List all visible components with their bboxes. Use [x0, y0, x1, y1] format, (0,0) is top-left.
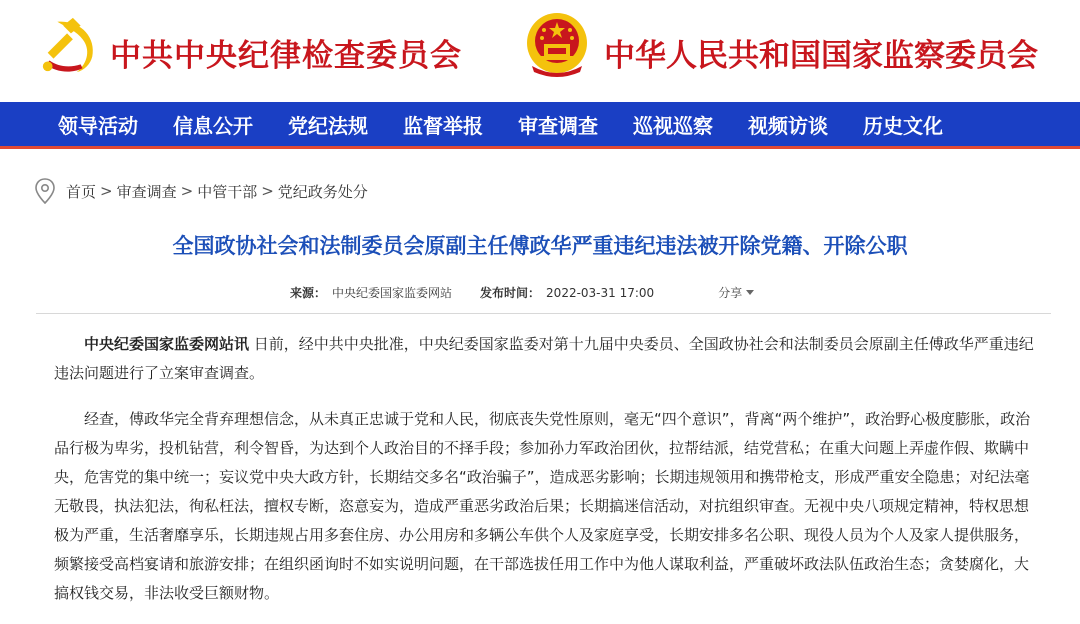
breadcrumb-home[interactable]: 首页 [66, 182, 97, 201]
article-title: 全国政协社会和法制委员会原副主任傅政华严重违纪违法被开除党籍、开除公职 [172, 233, 908, 258]
nav-item-review-investigation[interactable]: 审查调查 [518, 113, 598, 138]
breadcrumb-central-cadres[interactable]: 中管干部 [197, 182, 258, 201]
breadcrumb-separator: > [100, 182, 113, 200]
breadcrumb-separator: > [261, 182, 274, 200]
breadcrumb [34, 178, 368, 204]
article-paragraph: 经查，傅政华完全背弃理想信念，从未真正忠诚于党和人民，彻底丧失党性原则，毫无“四个意识”，背离“两个维护”，政治野心极度膨胀，政治品行极为卑劣，投机钻营，利令智昏，为达到个人政治目的不择手段；参加孙力军政治团伙，拉帮结派，结党营私；在重大问题上弄虚作假、欺瞒中央，危害党的集中统一；妄议党中央大政方针，长期结交多名“政治骗子”，造成恶劣影响；长期违规领用和携带枪支，形成严重安全隐患；对纪法毫无敬畏，执法犯法，徇私枉法，擅权专断，恣意妄为，造成严重恶劣政治后果；长期搞迷信活动，对抗组织审查。无视中央八项规定精神，特权思想极为严重，生活奢靡享乐，长期违规占用多套住房、办公用房和多辆公车供个人及家庭享受，长期安排多名公职、现役人员为个人及家人提供服务，频繁接受高档宴请和旅游安排；在组织函询时不如实说明问题，在干部选拔任用工作中为他人谋取利益，严重破坏政法队伍政治生态；贪婪腐化，大搞权钱交易，非法收受巨额财物。 [54, 410, 1031, 602]
nav-item-video-interviews[interactable]: 视频访谈 [748, 113, 828, 138]
breadcrumb-discipline-sanctions[interactable]: 党纪政务处分 [277, 182, 368, 201]
nav-item-inspection[interactable]: 巡视巡察 [633, 113, 713, 138]
article-meta [290, 284, 754, 301]
nav-item-supervision-report[interactable]: 监督举报 [403, 113, 483, 138]
cpc-commission-title[interactable]: 中共中央纪律检查委员会 [110, 38, 462, 74]
article-paragraph [54, 330, 1034, 388]
party-emblem-icon[interactable] [38, 14, 100, 76]
publish-time-label: 发布时间： [480, 286, 541, 300]
national-emblem-icon[interactable] [522, 10, 592, 80]
breadcrumb-separator: > [180, 182, 194, 200]
dateline: 中央纪委国家监委网站讯 [84, 335, 250, 353]
share-label: 分享 [718, 286, 743, 300]
meta-divider [36, 313, 1051, 314]
source-value: 中央纪委国家监委网站 [332, 286, 453, 300]
paragraph-text: 日前，经中共中央批准，中央纪委国家监委对第十九届中央委员、全国政协社会和法制委员会原副主任傅政华严重违纪违法问题进行了立案审查调查。 [54, 335, 1034, 382]
source-label: 来源： [290, 286, 327, 300]
nav-item-party-rules[interactable]: 党纪法规 [288, 113, 368, 138]
nav-divider [0, 146, 1080, 149]
location-pin-icon [34, 178, 56, 204]
publish-time-value: 2022-03-31 17:00 [546, 285, 655, 300]
breadcrumb-review-investigation[interactable]: 审查调查 [116, 182, 177, 201]
nav-item-info-disclosure[interactable]: 信息公开 [173, 113, 253, 138]
main-nav [0, 102, 1080, 146]
chevron-down-icon [746, 290, 754, 295]
site-header [0, 0, 1080, 102]
national-supervision-title[interactable]: 中华人民共和国国家监察委员会 [604, 38, 1038, 74]
share-button[interactable] [718, 284, 754, 301]
article-body [54, 330, 1034, 624]
nav-item-history-culture[interactable]: 历史文化 [863, 113, 943, 138]
nav-item-leadership[interactable]: 领导活动 [58, 113, 138, 138]
